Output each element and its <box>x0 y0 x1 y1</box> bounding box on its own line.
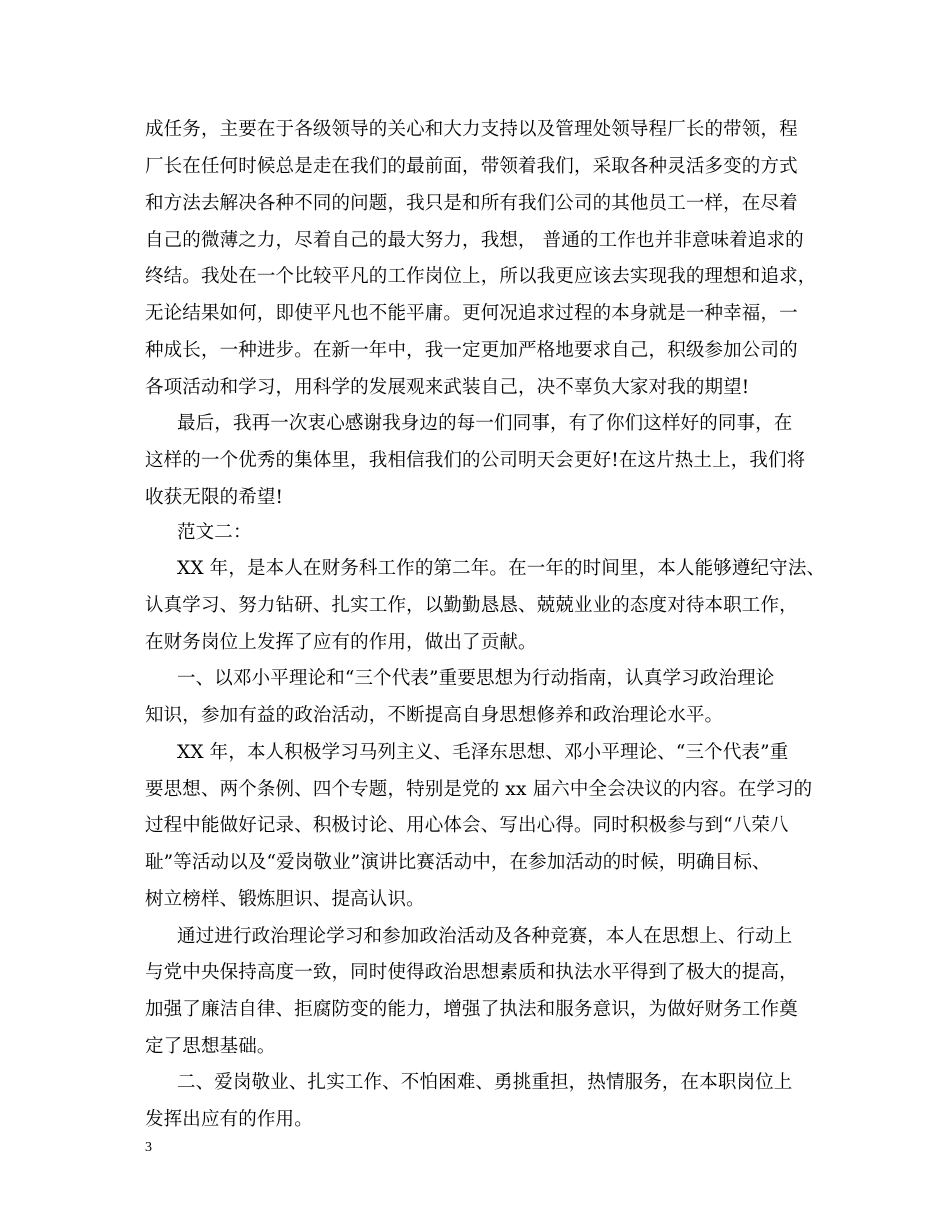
text-line: 发挥出应有的作用。 <box>145 1109 313 1130</box>
paragraph-start-line: 二、爱岗敬业、扎实工作、不怕困难、勇挑重担，热情服务，在本职岗位上 <box>177 1072 793 1093</box>
text-line: 终结。我处在一个比较平凡的工作岗位上，所以我更应该去实现我的理想和追求， <box>145 266 817 287</box>
text-line: 成任务，主要在于各级领导的关心和大力支持以及管理处领导程厂长的带领，程 <box>145 119 798 140</box>
page-number: 3 <box>145 1140 152 1155</box>
text-line: 定了思想基础。 <box>145 1036 276 1057</box>
text-line: 收获无限的希望! <box>145 487 284 508</box>
section-heading: 范文二： <box>177 522 252 543</box>
paragraph-start-line: XX 年，本人积极学习马列主义、毛泽东思想、邓小平理论、“三个代表”重 <box>177 742 789 763</box>
text-line: 各项活动和学习，用科学的发展观来武装自己，决不辜负大家对我的期望! <box>145 377 750 398</box>
text-line: 认真学习、努力钻研、扎实工作，以勤勤恳恳、兢兢业业的态度对待本职工作， <box>145 595 798 616</box>
text-line: 耻”等活动以及“爱岗敬业”演讲比赛活动中，在参加活动的时候，明确目标、 <box>145 852 771 873</box>
text-line: 加强了廉洁自律、拒腐防变的能力，增强了执法和服务意识，为做好财务工作奠 <box>145 999 798 1020</box>
text-line: 这样的一个优秀的集体里，我相信我们的公司明天会更好!在这片热土上，我们将 <box>145 450 806 471</box>
text-line: 树立榜样、锻炼胆识、提高认识。 <box>145 889 425 910</box>
text-line: 要思想、两个条例、四个专题，特别是党的 xx 届六中全会决议的内容。在学习的 <box>145 779 813 800</box>
paragraph-start-line: 通过进行政治理论学习和参加政治活动及各种竞赛，本人在思想上、行动上 <box>177 926 793 947</box>
text-line: 过程中能做好记录、积极讨论、用心体会、写出心得。同时积极参与到“八荣八 <box>145 815 789 836</box>
text-line: 知识，参加有益的政治活动，不断提高自身思想修养和政治理论水平。 <box>145 705 724 726</box>
text-line: 无论结果如何，即使平凡也不能平庸。更何况追求过程的本身就是一种幸福，一 <box>145 303 798 324</box>
text-line: 与党中央保持高度一致，同时使得政治思想素质和执法水平得到了极大的提高， <box>145 962 798 983</box>
paragraph-start-line: 最后，我再一次衷心感谢我身边的每一们同事，有了你们这样好的同事，在 <box>177 413 793 434</box>
text-line: 厂长在任何时候总是走在我们的最前面，带领着我们，采取各种灵活多变的方式 <box>145 156 798 177</box>
text-line: 和方法去解决各种不同的问题，我只是和所有我们公司的其他员工一样，在尽着 <box>145 193 798 214</box>
paragraph-start-line: XX 年，是本人在财务科工作的第二年。在一年的时间里，本人能够遵纪守法、 <box>177 558 826 579</box>
text-line: 在财务岗位上发挥了应有的作用，做出了贡献。 <box>145 632 537 653</box>
text-line: 自己的微薄之力，尽着自己的最大努力，我想， 普通的工作也并非意味着追求的 <box>145 230 804 251</box>
text-line: 种成长，一种进步。在新一年中，我一定更加严格地要求自己，积级参加公司的 <box>145 340 798 361</box>
paragraph-start-line: 一、以邓小平理论和“三个代表”重要思想为行动指南，认真学习政治理论 <box>177 668 775 689</box>
